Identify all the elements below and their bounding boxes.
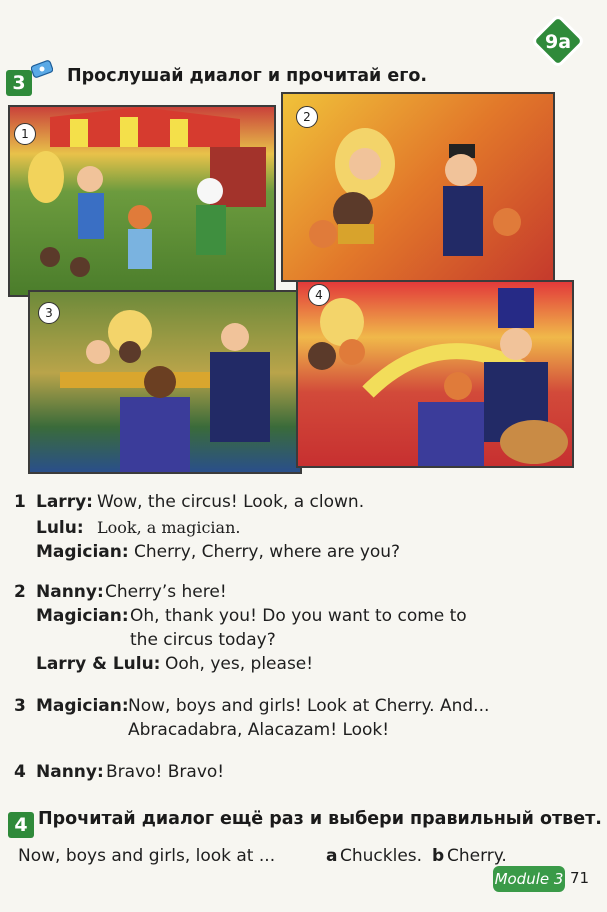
- picture-1-number: 1: [14, 123, 36, 145]
- dialogue-line-continued: Abracadabra, Alacazam! Look!: [128, 720, 390, 740]
- dialogue-line: Bravo! Bravo!: [106, 762, 225, 782]
- speaker-label: Larry & Lulu:: [36, 654, 161, 674]
- speaker-label: Nanny:: [36, 582, 104, 602]
- circus-tent-scene-illustration: [10, 107, 274, 295]
- dialogue-part-1-number: 1: [14, 492, 26, 512]
- picture-4: [296, 280, 574, 468]
- dialogue-line: Now, boys and girls! Look at Cherry. And...: [128, 696, 490, 716]
- magician-and-cherry-finale-illustration: [298, 282, 572, 466]
- option-b-text[interactable]: Cherry.: [447, 846, 507, 866]
- dialogue-line: Cherry, Cherry, where are you?: [134, 542, 401, 562]
- magician-cherry-scene-illustration: [283, 94, 553, 280]
- dialogue-part-2-number: 2: [14, 582, 26, 602]
- dialogue-line-continued: the circus today?: [130, 630, 276, 650]
- task-4-title: Прочитай диалог ещё раз и выбери правильный ответ.: [38, 809, 602, 829]
- picture-3-number: 3: [38, 302, 60, 324]
- dialogue-line: Look, a magician.: [97, 518, 241, 537]
- task-4-number: 4: [8, 812, 34, 838]
- picture-2: [281, 92, 555, 282]
- speaker-label: Magician:: [36, 606, 129, 626]
- picture-4-number: 4: [308, 284, 330, 306]
- dialogue-part-3-number: 3: [14, 696, 26, 716]
- dialogue-line: Cherry’s here!: [105, 582, 227, 602]
- task-4-question: Now, boys and girls, look at ...: [18, 846, 276, 866]
- section-badge: [529, 12, 587, 70]
- option-b-letter: b: [432, 846, 445, 866]
- dialogue-line: Wow, the circus! Look, a clown.: [97, 492, 365, 512]
- audio-cd-icon: [31, 58, 53, 80]
- picture-1: [8, 105, 276, 297]
- speaker-label: Larry:: [36, 492, 93, 512]
- option-a-letter: a: [326, 846, 338, 866]
- picture-2-number: 2: [296, 106, 318, 128]
- cherry-in-box-scene-illustration: [30, 292, 300, 472]
- speaker-label: Lulu:: [36, 518, 84, 538]
- dialogue-line: Ooh, yes, please!: [165, 654, 314, 674]
- dialogue-part-4-number: 4: [14, 762, 26, 782]
- dialogue-line: Oh, thank you! Do you want to come to: [130, 606, 467, 626]
- picture-3: [28, 290, 302, 474]
- speaker-label: Nanny:: [36, 762, 104, 782]
- task-3-number: 3: [6, 70, 32, 96]
- speaker-label: Magician:: [36, 696, 129, 716]
- task-3-title: Прослушай диалог и прочитай его.: [67, 66, 428, 86]
- section-badge-label: 9a: [544, 31, 572, 53]
- page-number: 71: [570, 869, 590, 887]
- module-label: Module 3: [493, 866, 565, 892]
- option-a-text[interactable]: Chuckles.: [340, 846, 423, 866]
- speaker-label: Magician:: [36, 542, 129, 562]
